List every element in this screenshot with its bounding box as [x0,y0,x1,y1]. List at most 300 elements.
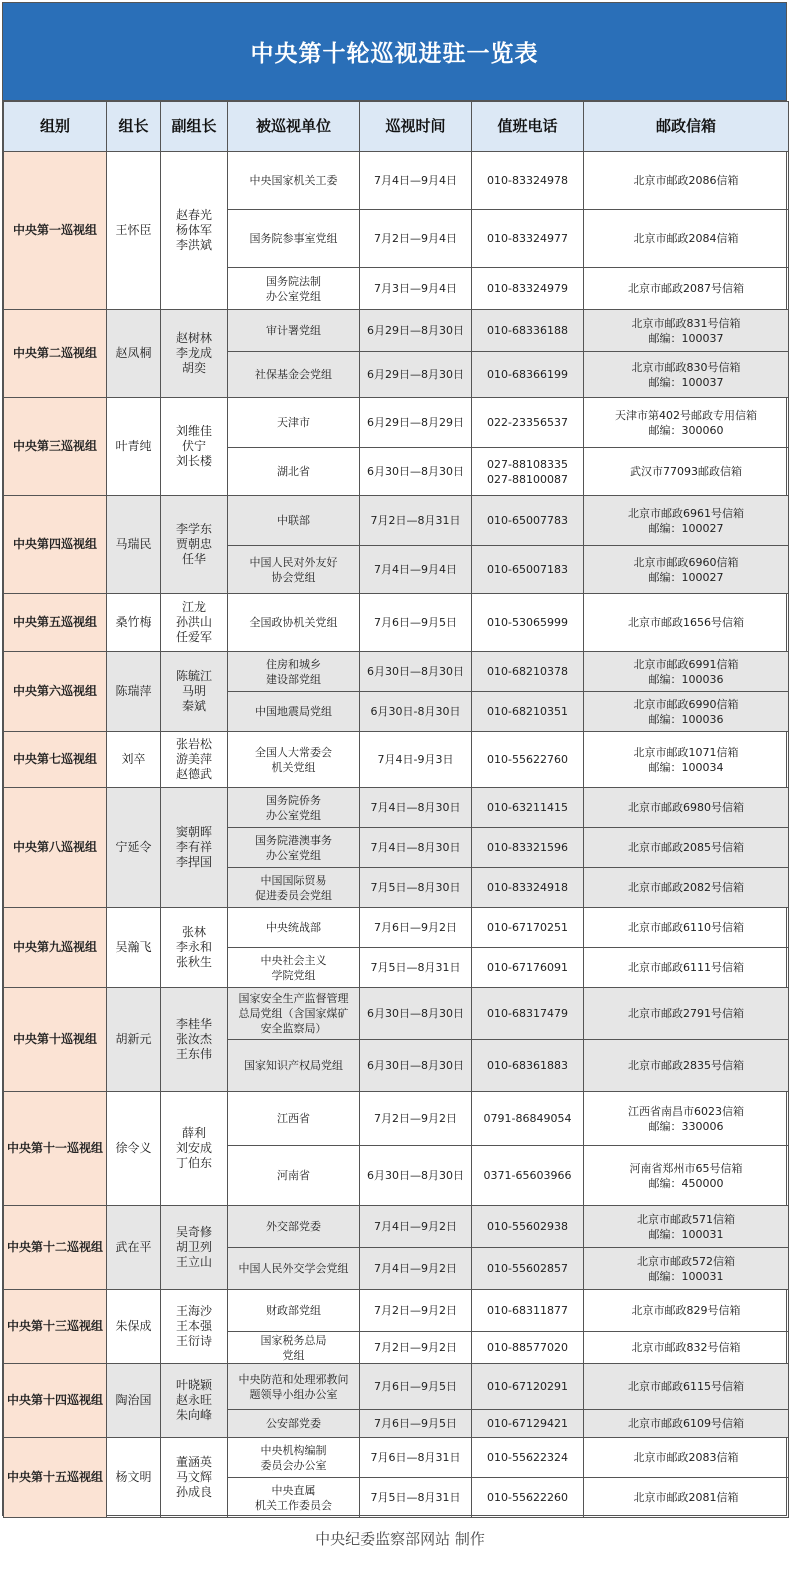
text-line: 公安部党委 [266,1417,321,1430]
text-line: 010-68336188 [487,324,568,337]
text-line: 孙成良 [175,1485,212,1499]
group-name: 中央第十一巡视组 [4,1092,107,1206]
inspected-unit [228,1410,360,1438]
postal-mailbox [584,652,789,692]
text-line: 010-68361883 [487,1059,568,1072]
group-name: 中央第九巡视组 [4,908,107,988]
text-line: 邮编：100037 [648,375,724,389]
group-name: 中央第一巡视组 [4,152,107,310]
text-line: 中国国际贸易 [260,873,327,887]
inspected-unit [228,496,360,546]
text-line: 吴奇修 [175,1225,212,1239]
table-body [4,152,789,1518]
inspected-unit [228,352,360,398]
text-line: 010-67120291 [487,1380,568,1393]
inspected-unit [228,1364,360,1410]
postal-mailbox [584,1438,789,1478]
text-line: 022-23356537 [487,416,568,429]
group-leader: 杨文明 [107,1438,161,1518]
duty-phone [472,1206,584,1248]
text-line: 中国地震局党组 [255,705,332,718]
text-line: 北京市邮政2081信箱 [633,1491,739,1504]
inspection-time: 6月30日—8月30日 [360,652,472,692]
group-name: 中央第十四巡视组 [4,1364,107,1438]
duty-phone [472,652,584,692]
text-line: 全国政协机关党组 [249,616,338,629]
inspected-unit [228,908,360,948]
inspected-unit [228,868,360,908]
text-line: 010-63211415 [487,801,568,814]
text-line: 机关工作委员会 [255,1498,332,1512]
text-line: 邮编：100031 [648,1227,724,1241]
group-deputies [161,652,228,732]
table-row [4,988,789,1040]
text-line: 胡卫列 [175,1240,212,1254]
text-line: 题领导小组办公室 [249,1387,338,1401]
text-line: 张秋生 [175,955,212,969]
header-mailbox: 邮政信箱 [584,102,789,152]
text-line: 董涵英 [175,1455,212,1469]
inspection-time: 7月6日—8月31日 [360,1438,472,1478]
inspection-time: 6月30日—8月30日 [360,988,472,1040]
duty-phone [472,948,584,988]
text-line: 邮编：100036 [648,712,724,726]
table-row [4,1438,789,1478]
duty-phone [472,908,584,948]
inspection-time: 7月5日—8月30日 [360,868,472,908]
group-deputies [161,496,228,594]
text-line: 办公室党组 [266,289,321,303]
inspection-time: 6月30日—8月30日 [360,1040,472,1092]
text-line: 北京市邮政2087号信箱 [628,282,744,295]
inspected-unit [228,1206,360,1248]
text-line: 北京市邮政2085号信箱 [628,841,744,854]
group-deputies [161,1206,228,1290]
text-line: 刘长楼 [175,454,212,468]
inspected-unit [228,594,360,652]
table-row [4,1290,789,1332]
text-line: 丁伯东 [175,1156,212,1170]
inspected-unit [228,1290,360,1332]
text-line: 010-55622260 [487,1491,568,1504]
text-line: 010-83324979 [487,282,568,295]
text-line: 赵德武 [175,767,212,781]
inspection-time: 7月2日—9月4日 [360,210,472,268]
table-row [4,1092,789,1146]
text-line: 北京市邮政2835号信箱 [628,1059,744,1072]
postal-mailbox [584,988,789,1040]
text-line: 0371-65603966 [483,1169,572,1182]
text-line: 010-55622760 [487,753,568,766]
text-line: 北京市邮政2083信箱 [633,1451,739,1464]
text-line: 王海沙 [175,1304,212,1318]
inspection-time: 6月29日—8月30日 [360,352,472,398]
text-line: 邮编：100034 [648,760,724,774]
group-deputies [161,1092,228,1206]
inspected-unit [228,1478,360,1518]
text-line: 委员会办公室 [260,1458,327,1472]
inspected-unit [228,828,360,868]
postal-mailbox [584,352,789,398]
duty-phone [472,268,584,310]
group-leader: 胡新元 [107,988,161,1092]
inspected-unit [228,692,360,732]
text-line: 安全监察局） [260,1022,327,1035]
inspected-unit [228,1092,360,1146]
text-line: 北京市邮政6109号信箱 [628,1417,744,1430]
text-line: 总局党组（含国家煤矿 [238,1007,349,1020]
text-line: 北京市邮政6961号信箱 [628,506,744,520]
group-name: 中央第四巡视组 [4,496,107,594]
text-line: 北京市邮政829号信箱 [631,1304,741,1317]
text-line: 010-65007183 [487,563,568,576]
inspection-time: 6月29日—8月30日 [360,310,472,352]
inspection-time: 7月5日—8月31日 [360,1478,472,1518]
postal-mailbox [584,1290,789,1332]
inspected-unit [228,948,360,988]
text-line: 010-67170251 [487,921,568,934]
text-line: 邮编：100037 [648,331,724,345]
postal-mailbox [584,692,789,732]
text-line: 北京市邮政6115号信箱 [628,1380,744,1393]
text-line: 审计署党组 [266,324,321,337]
text-line: 办公室党组 [266,848,321,862]
postal-mailbox [584,152,789,210]
duty-phone [472,398,584,448]
text-line: 邮编：100027 [648,570,724,584]
text-line: 江西省南昌市6023信箱 [628,1104,744,1118]
inspected-unit [228,268,360,310]
inspection-time: 7月4日—9月2日 [360,1206,472,1248]
inspected-unit [228,152,360,210]
inspected-unit [228,1438,360,1478]
group-leader: 马瑞民 [107,496,161,594]
group-leader: 宁延令 [107,788,161,908]
group-deputies [161,152,228,310]
inspection-time: 7月2日—9月2日 [360,1092,472,1146]
inspection-time: 7月4日-9月3日 [360,732,472,788]
postal-mailbox [584,1410,789,1438]
postal-mailbox [584,908,789,948]
text-line: 张岩松 [175,737,212,751]
text-line: 010-53065999 [487,616,568,629]
inspection-time: 7月5日—8月31日 [360,948,472,988]
text-line: 北京市邮政6991信箱 [633,657,739,671]
text-line: 秦斌 [181,699,206,713]
postal-mailbox [584,948,789,988]
text-line: 010-55602857 [487,1262,568,1275]
text-line: 邮编：100027 [648,521,724,535]
group-leader: 陈瑞萍 [107,652,161,732]
text-line: 010-67129421 [487,1417,568,1430]
text-line: 王衍诗 [175,1334,212,1348]
text-line: 北京市邮政2791号信箱 [628,1007,744,1020]
group-deputies [161,732,228,788]
text-line: 中国人民对外友好 [249,555,338,569]
postal-mailbox [584,448,789,496]
inspection-time: 7月3日—9月4日 [360,268,472,310]
postal-mailbox [584,594,789,652]
footer-credit: 中央纪委监察部网站 制作 [315,1530,485,1548]
inspection-time: 7月4日—8月30日 [360,828,472,868]
duty-phone [472,310,584,352]
postal-mailbox [584,268,789,310]
text-line: 010-68210351 [487,705,568,718]
inspected-unit [228,1040,360,1092]
text-line: 北京市邮政6111号信箱 [628,961,744,974]
inspected-unit [228,732,360,788]
text-line: 邮编：300060 [648,423,724,437]
text-line: 建设部党组 [266,672,321,686]
text-line: 中央社会主义 [260,953,327,967]
duty-phone [472,1248,584,1290]
inspected-unit [228,210,360,268]
text-line: 协会党组 [271,570,316,584]
text-line: 邮编：100036 [648,672,724,686]
table-frame [2,2,787,1516]
text-line: 朱向峰 [175,1408,212,1422]
header-phone: 值班电话 [472,102,584,152]
text-line: 党组 [282,1348,305,1362]
header-group: 组别 [4,102,107,152]
text-line: 任华 [181,552,206,566]
text-line: 国务院法制 [266,274,321,288]
text-line: 张林 [181,925,206,939]
text-line: 010-68311877 [487,1304,568,1317]
text-line: 中央机构编制 [260,1443,327,1457]
table-row [4,1364,789,1410]
text-line: 促进委员会党组 [255,888,332,902]
text-line: 邮编：330006 [648,1119,724,1133]
group-leader: 赵凤桐 [107,310,161,398]
text-line: 010-65007783 [487,514,568,527]
text-line: 马文辉 [175,1470,212,1484]
inspection-time: 7月6日—9月5日 [360,1364,472,1410]
text-line: 张汝杰 [175,1032,212,1046]
duty-phone [472,1478,584,1518]
inspection-time: 7月6日—9月5日 [360,594,472,652]
table-row [4,652,789,692]
text-line: 027-88108335 [487,457,568,471]
group-leader: 桑竹梅 [107,594,161,652]
text-line: 国务院参事室党组 [249,232,338,245]
duty-phone [472,1332,584,1364]
text-line: 办公室党组 [266,808,321,822]
group-deputies [161,1438,228,1518]
duty-phone [472,732,584,788]
group-name: 中央第十二巡视组 [4,1206,107,1290]
postal-mailbox [584,398,789,448]
group-deputies [161,988,228,1092]
text-line: 010-68317479 [487,1007,568,1020]
text-line: 中央直属 [271,1483,316,1497]
text-line: 010-83324978 [487,174,568,187]
group-deputies [161,398,228,496]
text-line: 窦朝晖 [175,825,212,839]
inspection-table [3,101,789,1518]
text-line: 010-68210378 [487,665,568,678]
group-leader: 叶青纯 [107,398,161,496]
inspected-unit [228,1332,360,1364]
text-line: 北京市邮政832号信箱 [631,1341,741,1354]
group-leader: 陶治国 [107,1364,161,1438]
text-line: 王东伟 [175,1047,212,1061]
text-line: 中央国家机关工委 [249,174,338,187]
text-line: 住房和城乡 [266,657,321,671]
inspected-unit [228,546,360,594]
text-line: 0791-86849054 [483,1112,572,1125]
text-line: 北京市邮政1071信箱 [633,745,739,759]
postal-mailbox [584,828,789,868]
text-line: 杨体军 [175,223,212,237]
text-line: 中央防范和处理邪教问 [238,1372,349,1386]
text-line: 社保基金会党组 [255,368,332,381]
text-line: 任爱军 [175,630,212,644]
table-row [4,594,789,652]
inspection-time: 6月29日—8月29日 [360,398,472,448]
inspection-time: 7月4日—9月4日 [360,546,472,594]
inspection-time: 7月2日—9月2日 [360,1290,472,1332]
text-line: 北京市邮政6990信箱 [633,697,739,711]
group-leader: 朱保成 [107,1290,161,1364]
duty-phone [472,1146,584,1206]
group-deputies [161,594,228,652]
text-line: 李龙成 [175,346,212,360]
text-line: 马明 [181,684,206,698]
table-row [4,152,789,210]
duty-phone [472,210,584,268]
text-line: 江西省 [277,1112,310,1125]
text-line: 李学东 [175,522,212,536]
text-line: 北京市邮政2082号信箱 [628,881,744,894]
text-line: 北京市邮政6960信箱 [633,555,739,569]
text-line: 孙洪山 [175,615,212,629]
postal-mailbox [584,868,789,908]
group-deputies [161,1364,228,1438]
text-line: 湖北省 [277,465,310,478]
group-name: 中央第十巡视组 [4,988,107,1092]
postal-mailbox [584,1206,789,1248]
duty-phone [472,496,584,546]
text-line: 叶晓颖 [175,1378,212,1392]
page-title: 中央第十轮巡视进驻一览表 [3,3,786,101]
group-leader: 刘卒 [107,732,161,788]
inspected-unit [228,652,360,692]
duty-phone [472,988,584,1040]
table-row [4,496,789,546]
table-row [4,398,789,448]
group-name: 中央第七巡视组 [4,732,107,788]
inspected-unit [228,988,360,1040]
duty-phone [472,594,584,652]
header-time: 巡视时间 [360,102,472,152]
text-line: 游美萍 [175,752,212,766]
postal-mailbox [584,546,789,594]
inspection-time: 7月4日—8月30日 [360,788,472,828]
text-line: 武汉市77093邮政信箱 [630,465,742,478]
group-name: 中央第十三巡视组 [4,1290,107,1364]
duty-phone [472,1290,584,1332]
table-row [4,310,789,352]
text-line: 薛利 [181,1126,206,1140]
duty-phone [472,352,584,398]
text-line: 中国人民外交学会党组 [238,1262,349,1275]
group-deputies [161,1290,228,1364]
duty-phone [472,1410,584,1438]
postal-mailbox [584,1040,789,1092]
duty-phone [472,692,584,732]
text-line: 北京市邮政572信箱 [637,1254,735,1268]
inspection-time: 6月30日—8月30日 [360,1146,472,1206]
text-line: 赵永旺 [175,1393,212,1407]
inspected-unit [228,1248,360,1290]
text-line: 010-67176091 [487,961,568,974]
duty-phone [472,788,584,828]
inspected-unit [228,1146,360,1206]
text-line: 北京市邮政571信箱 [637,1212,735,1226]
text-line: 河南省 [277,1169,310,1182]
postal-mailbox [584,1478,789,1518]
inspection-time: 7月4日—9月2日 [360,1248,472,1290]
table-row [4,908,789,948]
text-line: 010-83324977 [487,232,568,245]
inspection-time: 7月6日—9月2日 [360,908,472,948]
text-line: 胡奕 [181,361,206,375]
group-leader: 王怀臣 [107,152,161,310]
group-deputies [161,310,228,398]
inspection-time: 6月30日-8月30日 [360,692,472,732]
text-line: 010-83321596 [487,841,568,854]
header-unit: 被巡视单位 [228,102,360,152]
text-line: 伏宁 [181,439,206,453]
text-line: 010-68366199 [487,368,568,381]
group-name: 中央第二巡视组 [4,310,107,398]
text-line: 邮编：100031 [648,1269,724,1283]
group-name: 中央第八巡视组 [4,788,107,908]
postal-mailbox [584,1332,789,1364]
text-line: 全国人大常委会 [255,745,332,759]
duty-phone [472,152,584,210]
text-line: 010-55602938 [487,1220,568,1233]
group-leader: 吴瀚飞 [107,908,161,988]
text-line: 北京市邮政2084信箱 [633,232,739,245]
postal-mailbox [584,1248,789,1290]
text-line: 王立山 [175,1255,212,1269]
postal-mailbox [584,496,789,546]
postal-mailbox [584,788,789,828]
text-line: 010-83324918 [487,881,568,894]
duty-phone [472,828,584,868]
duty-phone [472,1438,584,1478]
postal-mailbox [584,210,789,268]
header-leader: 组长 [107,102,161,152]
postal-mailbox [584,1092,789,1146]
group-name: 中央第三巡视组 [4,398,107,496]
text-line: 刘安成 [175,1141,212,1155]
text-line: 北京市邮政6110号信箱 [628,921,744,934]
group-deputies [161,908,228,988]
header-row [4,102,789,152]
group-name: 中央第十五巡视组 [4,1438,107,1518]
inspected-unit [228,448,360,496]
table-row [4,1206,789,1248]
postal-mailbox [584,1146,789,1206]
text-line: 北京市邮政1656号信箱 [628,616,744,629]
text-line: 学院党组 [271,968,316,982]
duty-phone [472,1364,584,1410]
duty-phone [472,868,584,908]
duty-phone [472,448,584,496]
